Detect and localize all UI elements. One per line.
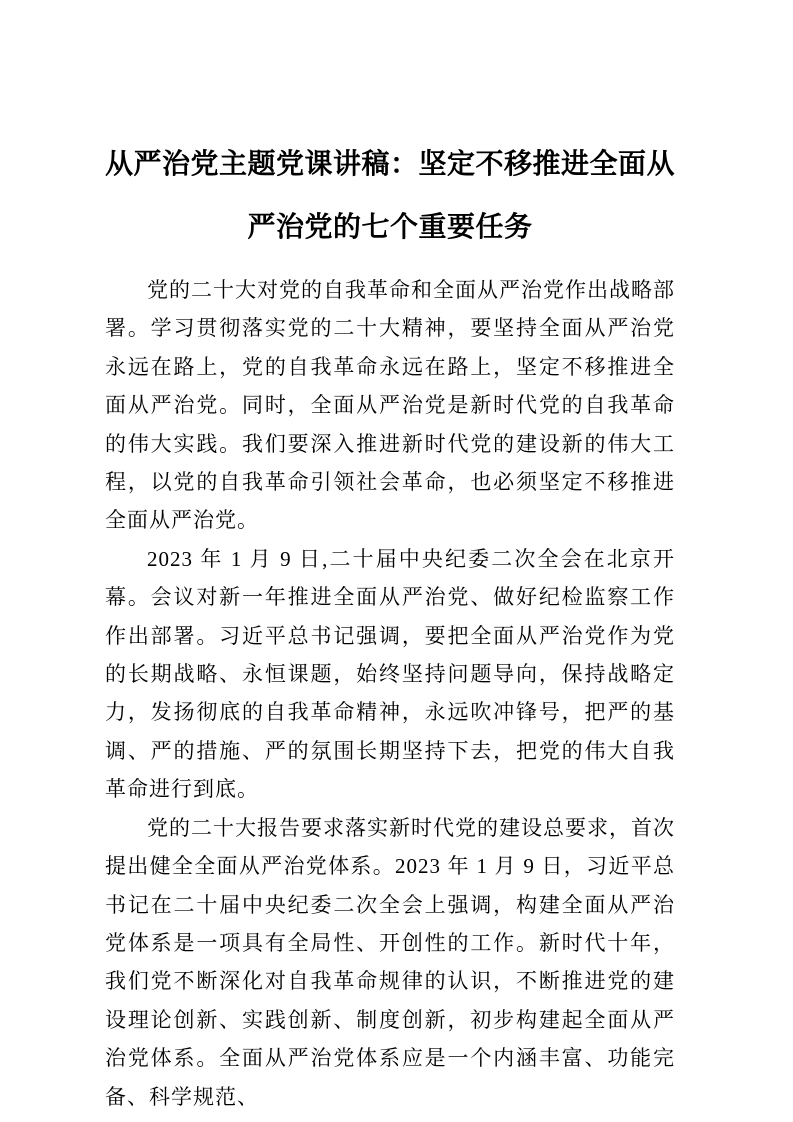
document-title: 从严治党主题党课讲稿：坚定不移推进全面从严治党的七个重要任务	[105, 148, 676, 242]
paragraph-3: 党的二十大报告要求落实新时代党的建设总要求，首次提出健全全面从严治党体系。2023 年 1 月 9 日，习近平总书记在二十届中央纪委二次全会上强调，构建全面从严治党体系是一项具有全局性、开创性的工作。新时代十年，我们党不断深化对自我革命规律的认识，不断推进党的建设理论创新、实践创新、制度创新，初步构建起全面从严治党体系。全面从严治党体系应是一个内涵丰富、功能完备、科学规范、	[105, 815, 675, 1109]
paragraph-1: 党的二十大对党的自我革命和全面从严治党作出战略部署。学习贯彻落实党的二十大精神，要坚持全面从严治党永远在路上，党的自我革命永远在路上，坚定不移推进全面从严治党。同时，全面从严治党是新时代党的自我革命的伟大实践。我们要深入推进新时代党的建设新的伟大工程，以党的自我革命引领社会革命，也必须坚定不移推进全面从严治党。	[105, 278, 675, 533]
document-content	[105, 132, 675, 1116]
paragraph-2: 2023 年 1 月 9 日,二十届中央纪委二次全会在北京开幕。会议对新一年推进全面从严治党、做好纪检监察工作作出部署。习近平总书记强调，要把全面从严治党作为党的长期战略、永恒课题，始终坚持问题导向，保持战略定力，发扬彻底的自我革命精神，永远吹冲锋号，把严的基调、严的措施、严的氛围长期坚持下去，把党的伟大自我革命进行到底。	[105, 546, 675, 802]
